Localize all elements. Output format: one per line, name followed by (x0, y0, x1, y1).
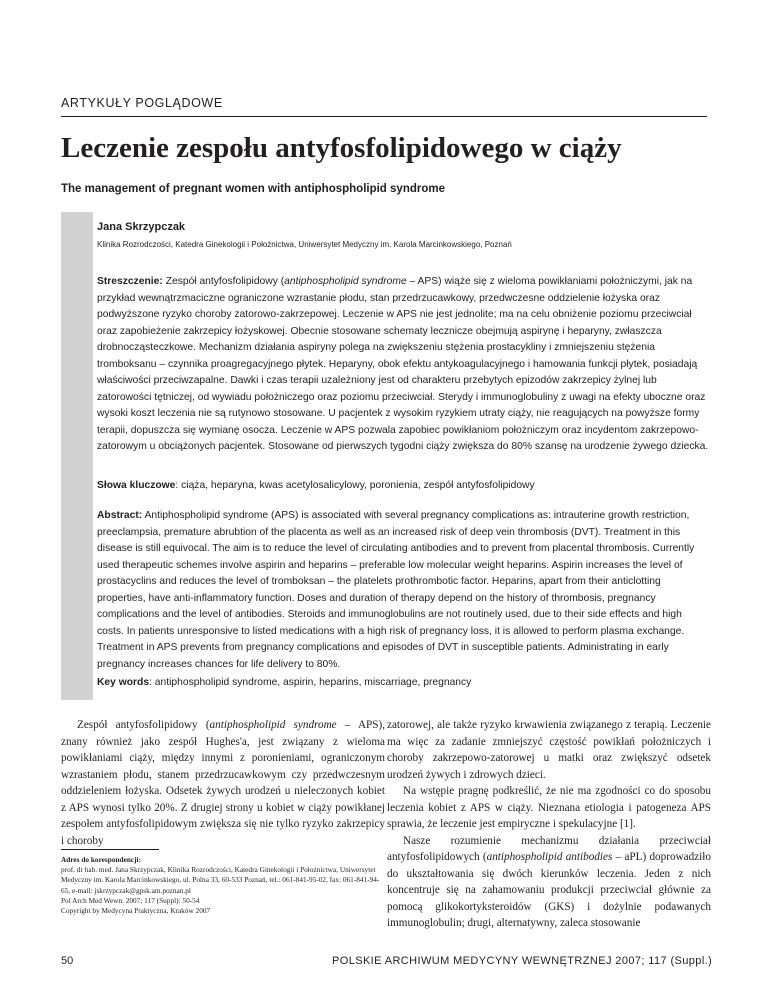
body-column-right (387, 717, 711, 947)
author-name: Jana Skrzypczak (97, 221, 186, 233)
body-paragraph: Na wstępie pragnę podkreślić, że nie ma zgodności co do sposobu leczenia kobiet z APS w ciąży. Nieznana etiologia i patogeneza APS sprawia, że leczenie jest empiryczne i spekulacyjne [1]. (387, 785, 711, 830)
abstract-polish-text: Zespół antyfosfolipidowy ( (162, 276, 285, 287)
keywords-polish (97, 478, 711, 495)
abstract-polish-text-cont: – APS) wiąże się z wieloma powikłaniami położniczymi, jak na przykład wewnątrzmaciczne ograniczone wzrastanie płodu, stan przedrzucawkowy, przedwczesne oddzielenie łożyska oraz podwyższone ryzyko choroby zatorowo-zakrzepowej. Leczenie w APS nie jest jednolite; ma na celu obniżenie poziomu przeciwciał oraz zapobieżenie zakrzepicy łożyskowej. Obecnie stosowane schematy lecznicze obejmują aspirynę i heparyny, zwłaszcza drobnocząsteczkowe. Mechanizm działania aspiryny polega na zwiększeniu stężenia prostacykliny i zmniejszeniu stężenia tromboksanu – czynnika proagregacyjnego płytek. Heparyny, obok efektu antykoagulacyjnego i hamowania funkcji płytek, posiadają właściwości przeciwzapalne. Dawki i czas terapii uzależniony jest od charakteru przebytych epizodów zakrzepicy żylnej lub zatorowości tętniczej, od wywiadu położniczego oraz poziomu przeciwciał. Sterydy i immunoglobuliny z uwagi na efekty uboczne oraz wysoki koszt leczenia nie są rutynowo stosowane. U pacjentek z wysokim ryzykiem utraty ciąży, nie reagujących na powyższe formy terapii, dopuszcza się wymianę osocza. Leczenie w APS pozwala zapobiec powikłaniom położniczym oraz incydentom zakrzepowo-zatorowym u obciążonych pacjentek. Stosowane od pierwszych tygodni ciąży zwiększa do 80% szansę na urodzenie żywego dziecka. (97, 276, 709, 452)
keywords-english-text: : antiphospholipid syndrome, aspirin, heparins, miscarriage, pregnancy (149, 677, 472, 688)
abstract-polish-italic: antiphospholipid syndrome (284, 276, 407, 287)
body-column-left (61, 717, 385, 847)
body-paragraph: Nasze rozumienie mechanizmu działania przeciwciał antyfosfolipidowych (antiphospholipid antibodies – aPL) doprowadziło do ukształtowania się dwóch kierunków leczenia. Jeden z nich koncentruje się na zahamowaniu produkcji przeciwciał głównie za pomocą glikokortyksteroidów (GKS) i dożylnie podawanych immunoglobulin; drugi, alternatywny, zaleca stosowanie (387, 834, 711, 929)
keywords-english-label: Key words (97, 677, 150, 688)
section-divider (61, 116, 707, 117)
abstract-english-text: Antiphospholipid syndrome (APS) is associated with several pregnancy complications as: intrauterine growth restriction, preeclampsia, premature abrubtion of the placenta as well as an increased risk of deep vein thrombosis (DVT). Treatment in this disease is still equivocal. The aim is to reduce the level of circulating antibodies and to prevent from placental thrombosis. Currently used therapeutic schemes involve aspirin and heparins – preferable low molecular weight heparins. Aspirin increases the level of prostacyclins and reduces the level of tromboksan – the platelets prothrombotic factor. Heparins, apart from their anticlotting properties, have anti-inflammatory function. Doses and duration of therapy depend on the history of thrombosis, pregnancy complications and the level of antibodies. Steroids and immunoglobulins are not routinely used, due to their side effects and high costs. In patients unresponsive to listed medications with a high risk of pregnancy loss, it is allowed to perform plasma exchange. Treatment in APS prevents from pregnancy complications and episodes of DVT in susceptible patients. Administrating in early pregnancy increases chances for life delivery to 80%. (97, 510, 695, 670)
journal-footer: POLSKIE ARCHIWUM MEDYCYNY WEWNĘTRZNEJ 2007; 117 (Suppl.) (332, 955, 713, 967)
citation-line: Pol Arch Med Wewn. 2007; 117 (Suppl): 50-54 (61, 895, 200, 905)
abstract-english-label: Abstract: (97, 510, 143, 521)
keywords-polish-text: : ciąża, heparyna, kwas acetylosalicylowy, poronienia, zespół antyfosfolipidowy (175, 480, 535, 491)
article-title: Leczenie zespołu antyfosfolipidowego w ciąży (61, 132, 622, 164)
section-label: ARTYKUŁY POGLĄDOWE (61, 96, 223, 110)
keywords-polish-label: Słowa kluczowe (97, 480, 176, 491)
abstract-polish-label: Streszczenie: (97, 276, 163, 287)
keywords-english (97, 675, 711, 692)
correspondence-address: prof. dr hab. med. Jana Skrzypczak, Klinika Rozrodczości, Katedra Ginekologii i Położnictwa, Uniwersytet Medyczny im. Karola Marcinkowskiego, ul. Polna 33, 60-533 Poznań, tel.: 061-841-95-02, fax: 061-841-94-65, e-mail: jskrzypczak@gpsk.am.poznan.pl (61, 865, 380, 895)
page-number: 50 (61, 955, 74, 967)
copyright-line: Copyright by Medycyna Praktyczna, Kraków 2007 (61, 906, 211, 916)
correspondence-heading: Adres do korespondencji: (61, 855, 142, 864)
footnote-divider (61, 849, 159, 850)
correspondence-footnote (61, 855, 385, 916)
article-subtitle: The management of pregnant women with antiphospholipid syndrome (61, 183, 445, 195)
body-paragraph: Zespół antyfosfolipidowy (antiphospholipid syndrome – APS), znany również jako zespół Hughes'a, jest związany z wieloma powikłaniami ciąży, między innymi z poronieniami, ograniczonym wzrastaniem płodu, stanem przedrzucawkowym czy przedwczesnym oddzieleniem łożyska. Odsetek żywych urodzeń u nieleczonych kobiet z APS wynosi tylko 20%. Z drugiej strony u kobiet w ciąży powikłanej zespołem antyfosfolipidowym zwiększa się nie tylko ryzyko zakrzepicy i choroby (61, 719, 385, 847)
author-affiliation: Klinika Rozrodczości, Katedra Ginekologii i Położnictwa, Uniwersytet Medyczny im. Karola Marcinkowskiego, Poznań (97, 240, 512, 249)
abstract-side-bar (61, 212, 93, 700)
abstract-polish (97, 274, 711, 456)
abstract-english (97, 508, 711, 673)
body-paragraph: zatorowej, ale także ryzyko krwawienia związanego z terapią. Leczenie ma więc za zadanie zmniejszyć częstość powikłań położniczych i choroby zakrzepowo-zatorowej u matki oraz zwiększyć odsetek urodzeń żywych i zdrowych dzieci. (387, 719, 711, 781)
